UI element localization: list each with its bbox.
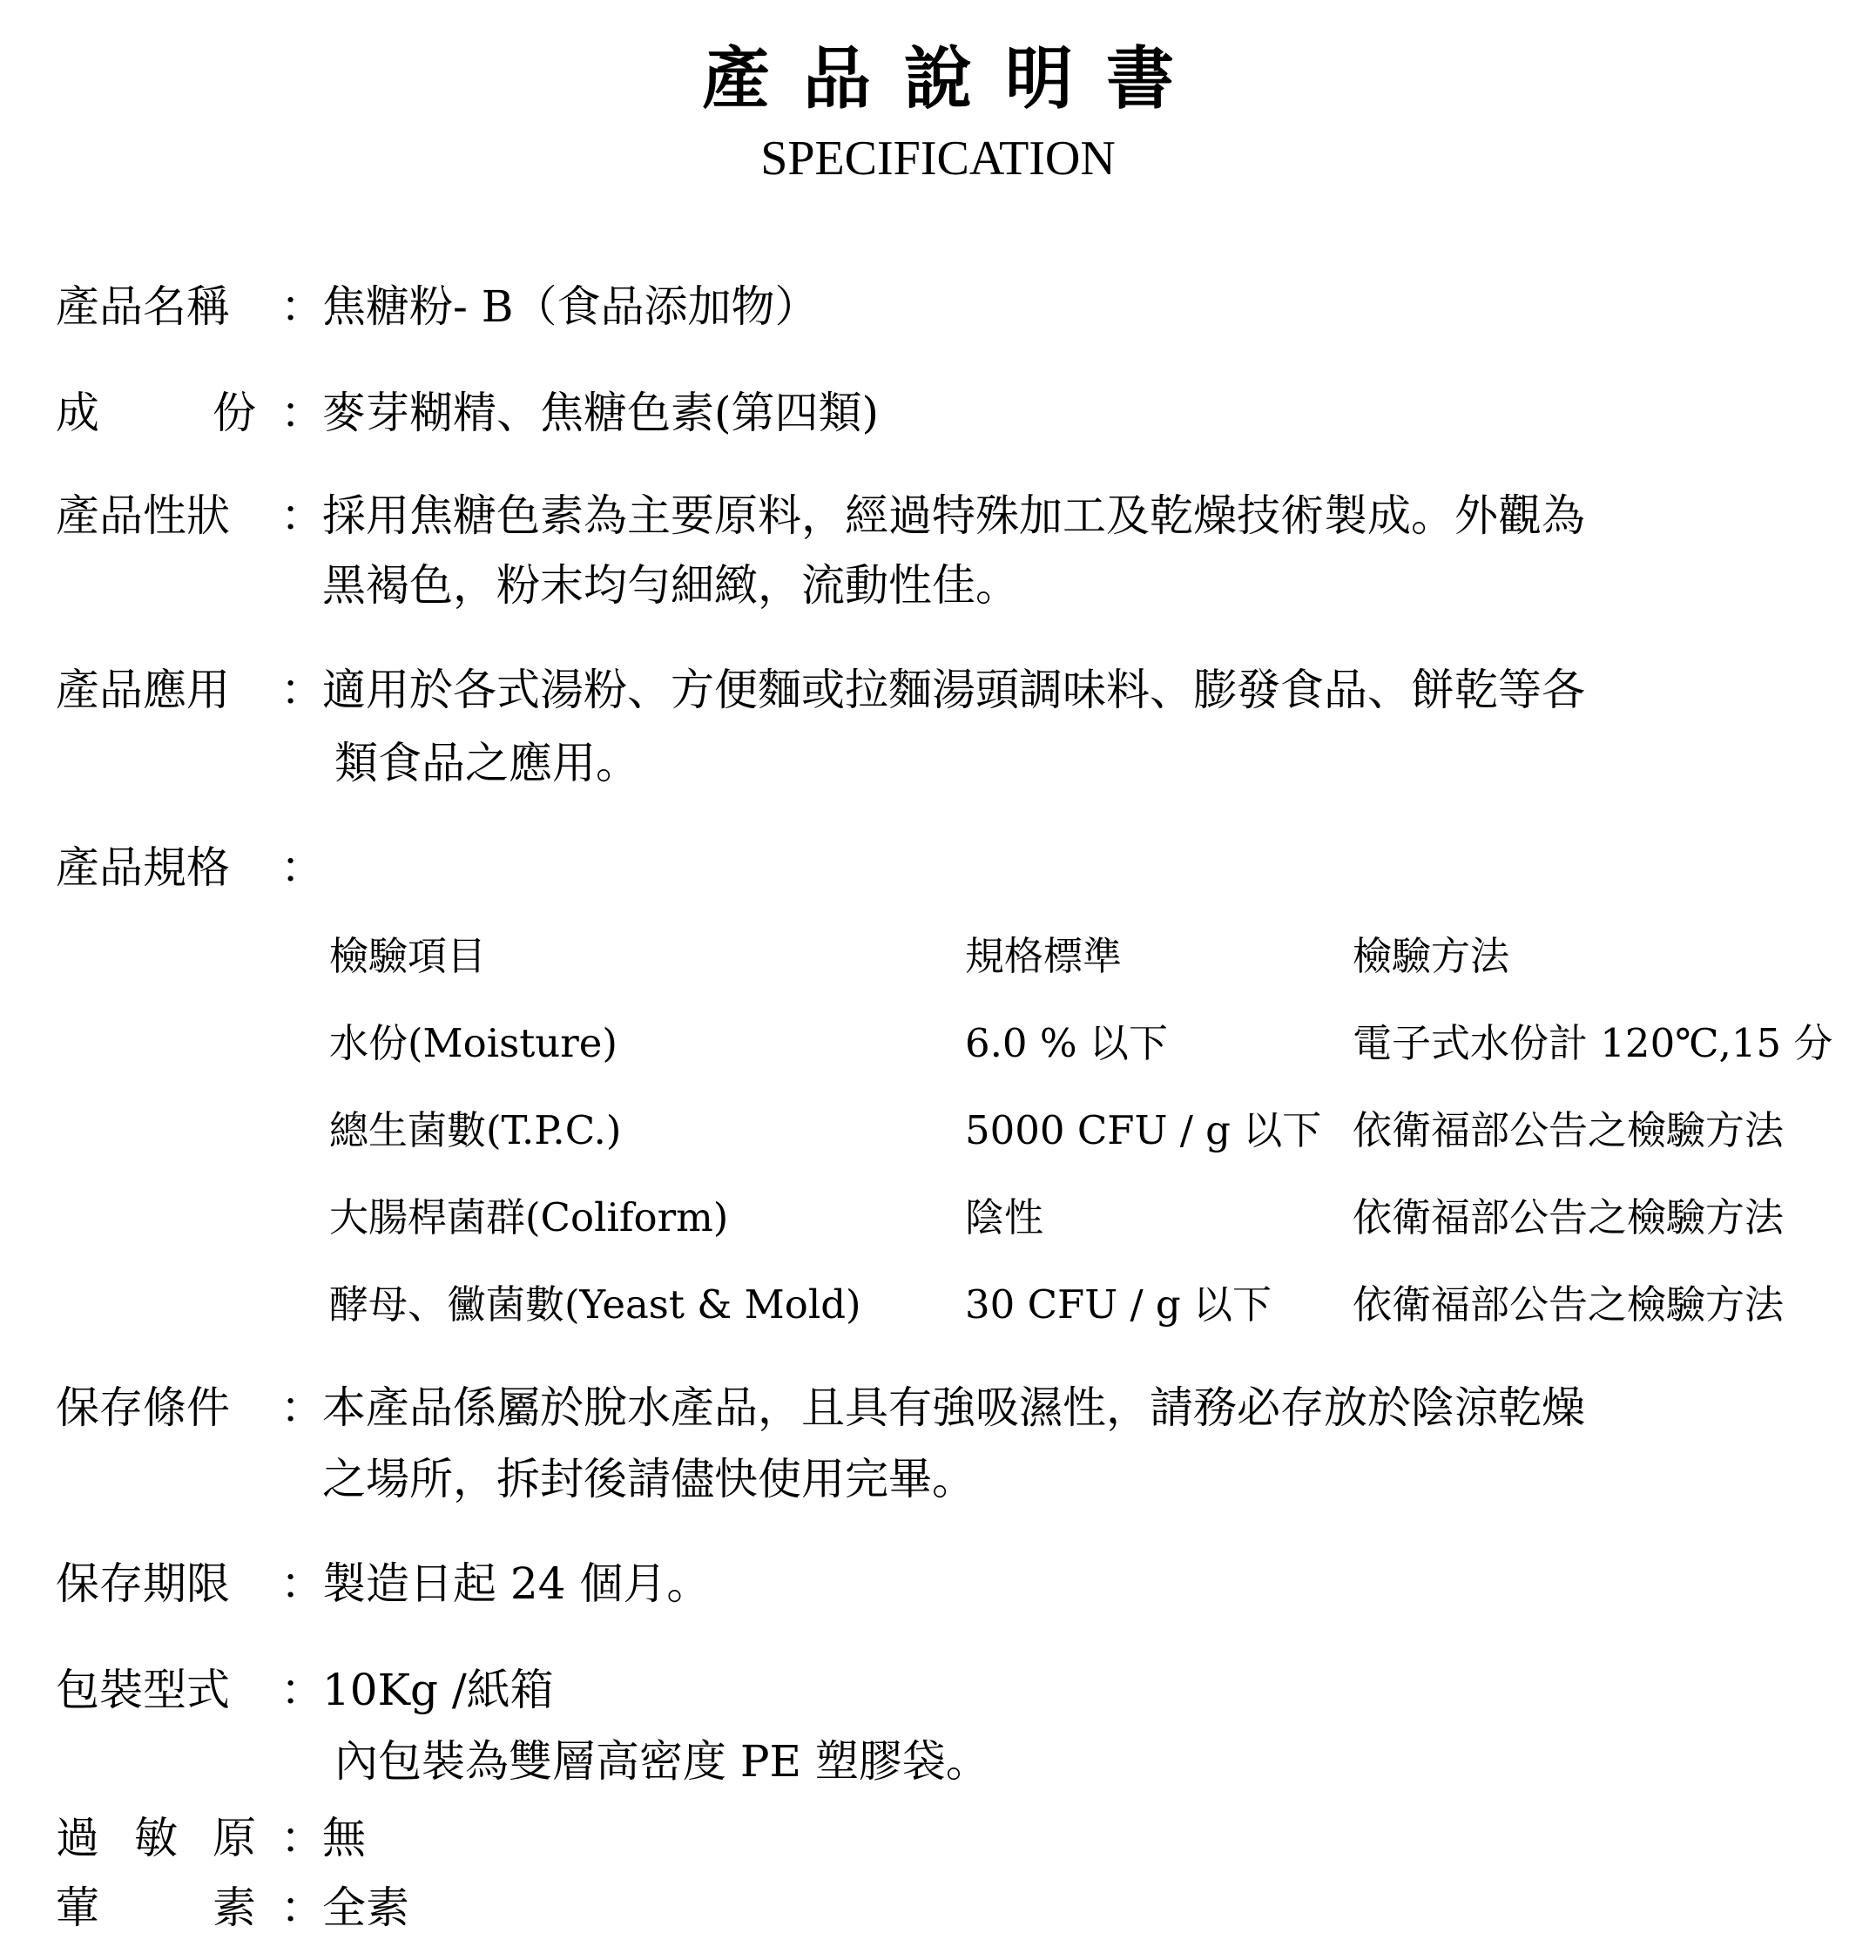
vegetarian-value: 全素 — [322, 1882, 409, 1933]
colon: ： — [280, 490, 324, 541]
colon: ： — [280, 1665, 324, 1715]
allergen-label-b: 敏 — [134, 1813, 178, 1863]
colon: ： — [280, 1382, 324, 1433]
vegetarian-label-b: 素 — [213, 1882, 256, 1933]
product-name-label: 產品名稱 — [56, 281, 230, 332]
packaging-line1: 10Kg /紙箱 — [322, 1665, 554, 1715]
spec-cell-standard: 5000 CFU / g 以下 — [965, 1107, 1322, 1153]
storage-line1: 本產品係屬於脫水產品，且具有強吸濕性，請務必存放於陰涼乾燥 — [322, 1382, 1585, 1433]
storage-line2: 之場所，拆封後請儘快使用完畢。 — [322, 1454, 975, 1504]
colon: ： — [280, 1813, 324, 1863]
spec-cell-method: 依衛福部公告之檢驗方法 — [1353, 1107, 1785, 1153]
allergen-label — [56, 1812, 256, 1864]
colon: ： — [280, 281, 324, 332]
application-line2: 類食品之應用。 — [334, 738, 639, 788]
application-label: 產品應用 — [56, 665, 230, 715]
ingredients-label — [56, 387, 256, 439]
colon: ： — [280, 1558, 324, 1609]
packaging-line2: 內包裝為雙層高密度 PE 塑膠袋。 — [334, 1736, 989, 1787]
spec-cell-item: 總生菌數(T.P.C.) — [329, 1107, 622, 1153]
spec-header-method: 檢驗方法 — [1353, 933, 1510, 979]
colon: ： — [280, 842, 324, 893]
allergen-label-a: 過 — [56, 1813, 99, 1863]
spec-cell-method: 電子式水份計 120℃,15 分 — [1353, 1020, 1833, 1066]
ingredients-label-a: 成 — [56, 388, 99, 438]
application-line1: 適用於各式湯粉、方便麵或拉麵湯頭調味料、膨發食品、餅乾等各 — [322, 665, 1585, 715]
storage-label: 保存條件 — [56, 1382, 230, 1433]
shelf-life-label: 保存期限 — [56, 1558, 230, 1609]
spec-header-item: 檢驗項目 — [329, 933, 487, 979]
properties-line2: 黑褐色，粉末均勻細緻，流動性佳。 — [322, 560, 1019, 611]
document-subtitle: SPECIFICATION — [760, 132, 1116, 186]
spec-cell-item: 水份(Moisture) — [329, 1020, 617, 1066]
colon: ： — [280, 665, 324, 715]
spec-header-standard: 規格標準 — [965, 933, 1123, 979]
spec-cell-standard: 陰性 — [965, 1194, 1044, 1240]
colon: ： — [280, 388, 324, 438]
shelf-life-value: 製造日起 24 個月。 — [322, 1558, 711, 1609]
document-title: 產品說明書 — [701, 39, 1207, 118]
spec-label: 產品規格 — [56, 842, 230, 893]
ingredients-value: 麥芽糊精、焦糖色素(第四類) — [322, 388, 880, 438]
vegetarian-label-a: 葷 — [56, 1882, 99, 1933]
packaging-label: 包裝型式 — [56, 1665, 230, 1715]
colon: ： — [280, 1882, 324, 1933]
product-name-value: 焦糖粉- B（食品添加物） — [322, 281, 819, 332]
spec-cell-item: 酵母、黴菌數(Yeast & Mold) — [329, 1281, 861, 1328]
ingredients-label-b: 份 — [213, 388, 256, 438]
properties-line1: 採用焦糖色素為主要原料，經過特殊加工及乾燥技術製成。外觀為 — [322, 490, 1585, 541]
spec-cell-standard: 6.0 % 以下 — [965, 1020, 1168, 1066]
spec-cell-method: 依衛福部公告之檢驗方法 — [1353, 1281, 1785, 1328]
properties-label: 產品性狀 — [56, 490, 230, 541]
allergen-label-c: 原 — [213, 1813, 256, 1863]
allergen-value: 無 — [322, 1813, 366, 1863]
spec-cell-standard: 30 CFU / g 以下 — [965, 1281, 1272, 1328]
vegetarian-label — [56, 1882, 256, 1934]
spec-cell-method: 依衛福部公告之檢驗方法 — [1353, 1194, 1785, 1240]
spec-cell-item: 大腸桿菌群(Coliform) — [329, 1194, 729, 1240]
